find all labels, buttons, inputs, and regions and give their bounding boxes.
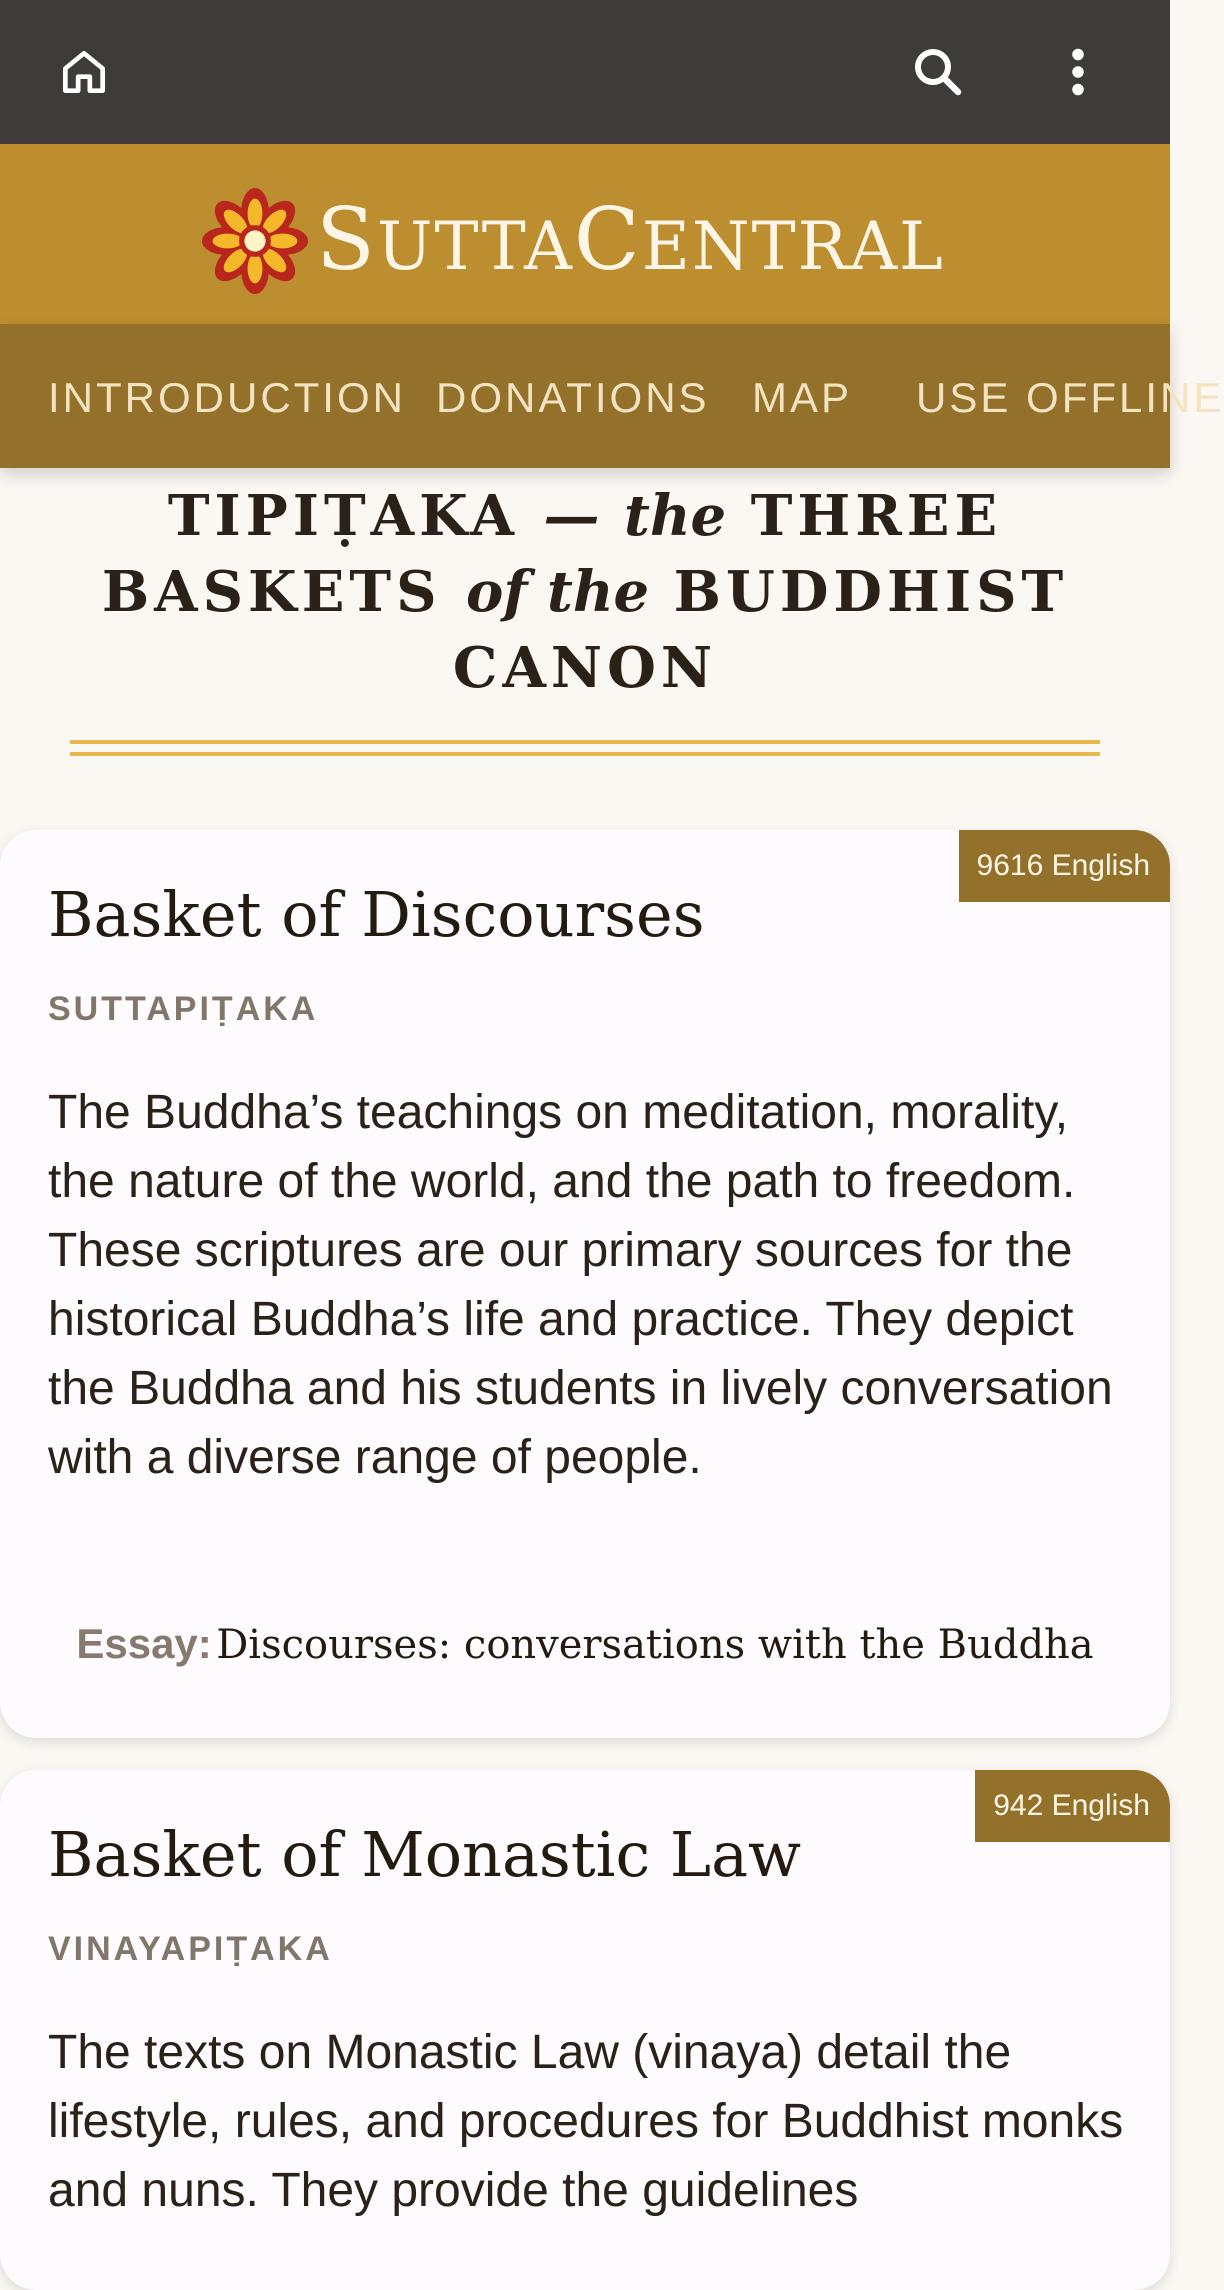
wordmark-initial-2: C	[573, 190, 642, 290]
card-subtitle: VINAYAPIṬAKA	[48, 1930, 333, 1968]
essay-link[interactable]: Discourses: conversations with the Buddha	[216, 1622, 1094, 1668]
basket-card[interactable]	[0, 830, 1170, 1738]
translation-count-badge: 942 English	[975, 1770, 1170, 1842]
title-the: the	[623, 483, 727, 549]
heading-divider	[70, 740, 1100, 744]
top-app-bar	[0, 0, 1170, 144]
title-canon: CANON	[452, 635, 718, 701]
flower-logo-icon[interactable]	[202, 188, 308, 294]
title-baskets: BASKETS	[101, 559, 442, 625]
page-title	[0, 478, 1170, 706]
nav-tabs	[0, 324, 1224, 468]
card-description: The texts on Monastic Law (vinaya) detail the lifestyle, rules, and procedures for Buddhist monks and nuns. They provide the guidelines	[48, 2026, 1124, 2217]
title-of-the: of the	[466, 559, 650, 625]
title-tipitaka: TIPIṬAKA	[167, 483, 519, 549]
site-wordmark[interactable]	[316, 190, 945, 290]
heading-divider-2	[70, 752, 1100, 756]
title-buddhist: BUDDHIST	[673, 559, 1069, 625]
title-dash: —	[543, 483, 600, 549]
home-icon[interactable]	[48, 36, 120, 108]
nav-item-use-offline[interactable]: USE OFFLINE	[916, 374, 1224, 421]
nav-item-donations[interactable]: DONATIONS	[436, 374, 710, 421]
nav-item-introduction[interactable]: INTRODUCTION	[48, 374, 406, 421]
wordmark-rest-2: ENTRAL	[641, 208, 945, 285]
basket-card[interactable]	[0, 1770, 1170, 2290]
translation-count-badge: 9616 English	[959, 830, 1170, 902]
wordmark-initial-1: S	[316, 190, 377, 290]
card-description: The Buddha’s teachings on meditation, morality, the nature of the world, and the path to freedom. These scriptures are our primary sources for the historical Buddha’s life and practice. They depict the Buddha and his students in lively conversation with a diverse range of people.	[48, 1086, 1113, 1484]
title-line-2	[0, 554, 1170, 630]
essay-label: Essay:	[76, 1620, 212, 1667]
title-three: THREE	[750, 483, 1003, 549]
card-subtitle: SUTTAPIṬAKA	[48, 990, 319, 1028]
more-vertical-icon[interactable]	[1042, 36, 1114, 108]
title-line-3	[0, 630, 1170, 706]
nav-item-map[interactable]: MAP	[752, 374, 853, 421]
search-icon[interactable]	[902, 36, 974, 108]
card-title[interactable]: Basket of Monastic Law	[48, 1818, 802, 1891]
card-title[interactable]: Basket of Discourses	[48, 878, 705, 951]
wordmark-rest-1: UTTA	[376, 208, 574, 285]
essay-link-row[interactable]	[0, 1620, 1170, 1668]
title-line-1	[0, 478, 1170, 554]
brand-banner	[0, 144, 1170, 324]
